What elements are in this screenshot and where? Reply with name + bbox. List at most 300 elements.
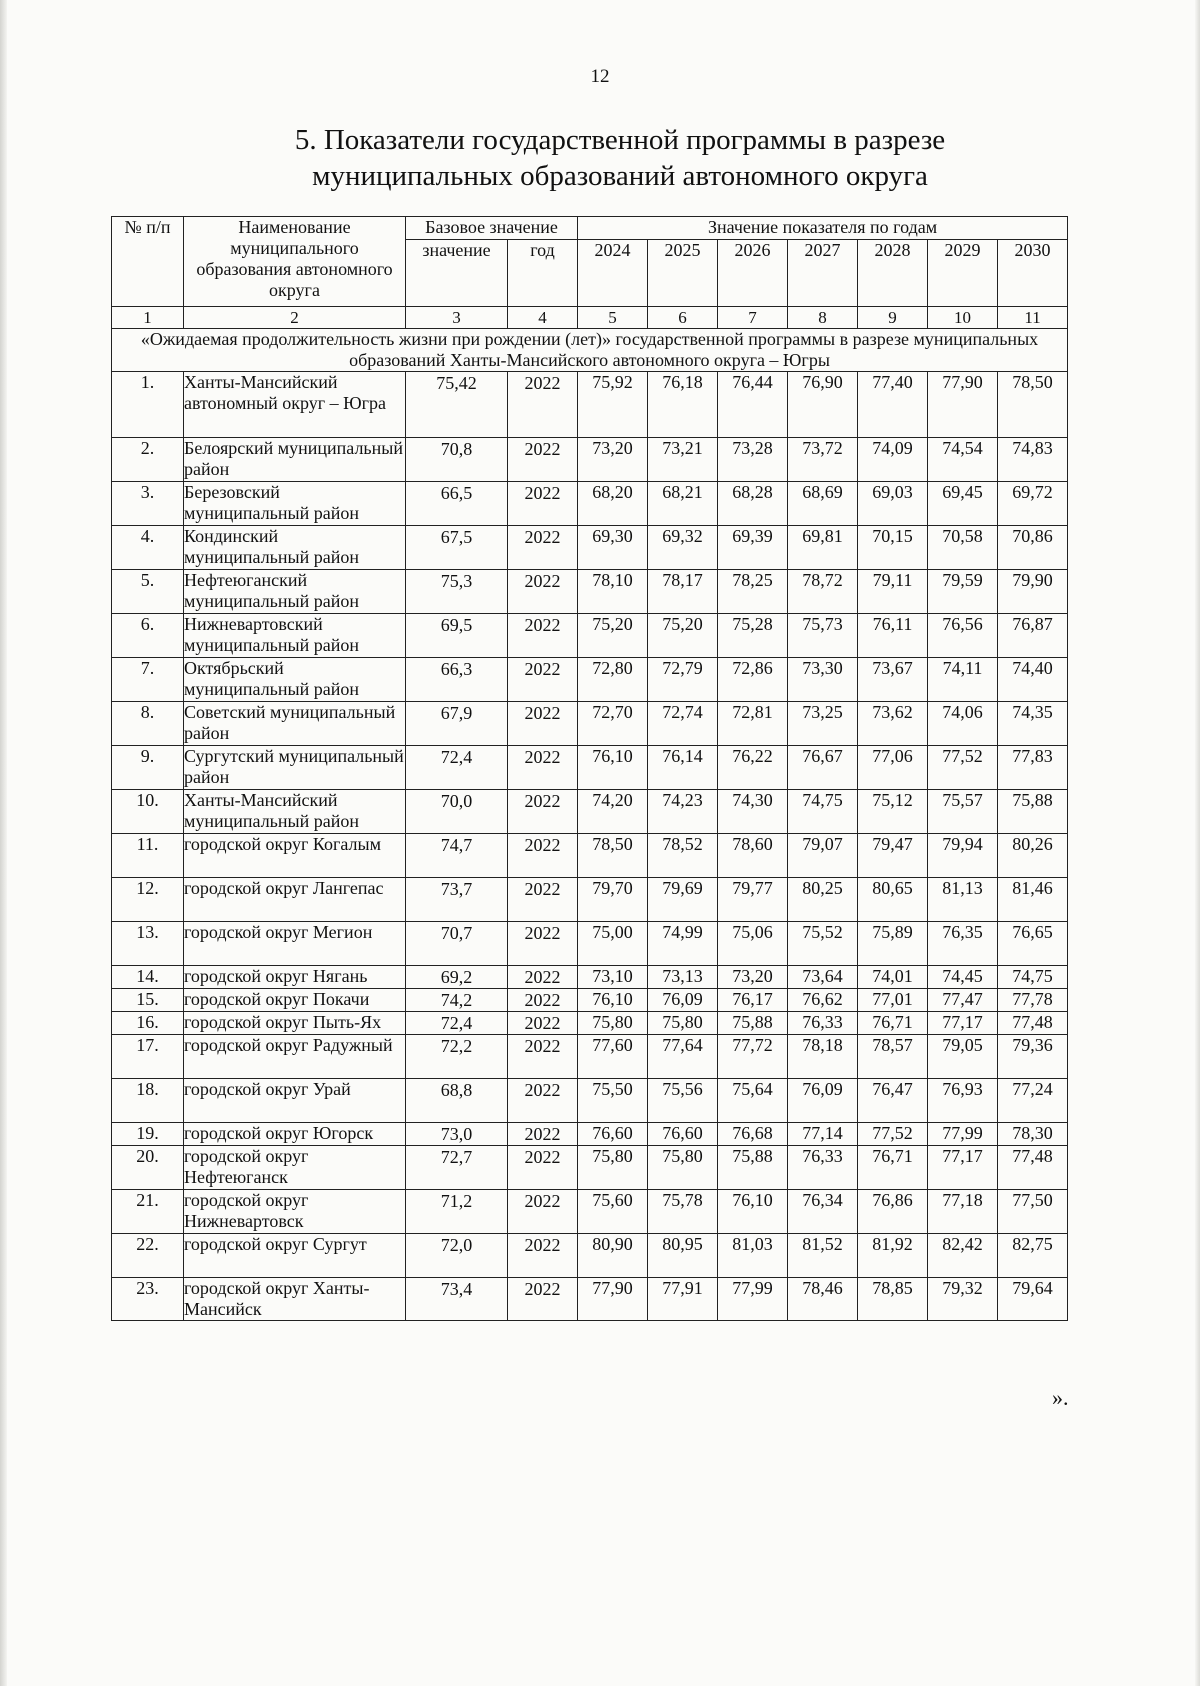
row-number: 17. [112,1035,184,1079]
row-value-2028: 73,67 [858,658,928,702]
row-value-2027: 73,72 [788,438,858,482]
row-value-2026: 81,03 [718,1234,788,1278]
row-value-2028: 75,89 [858,922,928,966]
row-value-2028: 78,57 [858,1035,928,1079]
row-value-2026: 76,17 [718,989,788,1012]
row-value-2027: 76,09 [788,1079,858,1123]
row-value-2028: 80,65 [858,878,928,922]
row-value-2027: 73,64 [788,966,858,989]
row-value-2024: 68,20 [578,482,648,526]
column-number: 8 [788,307,858,329]
header-row-top [112,217,1068,240]
row-value-2029: 77,17 [928,1012,998,1035]
row-value-2030: 77,48 [998,1012,1068,1035]
row-base-year: 2022 [508,1123,578,1146]
row-base-value: 70,8 [406,438,508,482]
row-value-2030: 78,30 [998,1123,1068,1146]
row-value-2024: 80,90 [578,1234,648,1278]
column-number: 11 [998,307,1068,329]
table-row [112,438,1068,482]
row-value-2025: 78,52 [648,834,718,878]
row-value-2025: 72,79 [648,658,718,702]
row-municipality-name: Советский муниципальный район [184,702,406,746]
header-years-group: Значение показателя по годам [578,217,1068,240]
row-value-2027: 75,52 [788,922,858,966]
row-number: 11. [112,834,184,878]
row-value-2030: 80,26 [998,834,1068,878]
row-value-2028: 70,15 [858,526,928,570]
row-value-2024: 75,60 [578,1190,648,1234]
row-value-2025: 72,74 [648,702,718,746]
row-value-2026: 77,99 [718,1278,788,1321]
row-value-2026: 75,64 [718,1079,788,1123]
table-row [112,878,1068,922]
row-value-2028: 76,47 [858,1079,928,1123]
header-base-value: значение [406,240,508,307]
row-base-value: 66,5 [406,482,508,526]
row-municipality-name: городской округ Сургут [184,1234,406,1278]
row-value-2028: 77,40 [858,372,928,438]
row-value-2029: 79,05 [928,1035,998,1079]
table-row [112,790,1068,834]
row-municipality-name: городской округ Нижневартовск [184,1190,406,1234]
row-number: 10. [112,790,184,834]
header-year-2029: 2029 [928,240,998,307]
row-value-2026: 76,22 [718,746,788,790]
row-base-value: 67,5 [406,526,508,570]
row-base-value: 75,42 [406,372,508,438]
row-value-2025: 78,17 [648,570,718,614]
row-value-2029: 74,11 [928,658,998,702]
row-value-2025: 76,60 [648,1123,718,1146]
row-value-2024: 69,30 [578,526,648,570]
table-row [112,1234,1068,1278]
row-value-2027: 76,67 [788,746,858,790]
row-number: 21. [112,1190,184,1234]
table-row [112,1079,1068,1123]
scan-edge-right [1195,0,1200,1686]
row-base-year: 2022 [508,526,578,570]
row-base-year: 2022 [508,1146,578,1190]
row-number: 20. [112,1146,184,1190]
row-value-2030: 76,87 [998,614,1068,658]
row-value-2027: 76,62 [788,989,858,1012]
column-number: 5 [578,307,648,329]
row-value-2027: 81,52 [788,1234,858,1278]
row-base-year: 2022 [508,372,578,438]
row-value-2028: 74,09 [858,438,928,482]
row-base-value: 72,4 [406,746,508,790]
row-value-2029: 74,54 [928,438,998,482]
row-number: 7. [112,658,184,702]
row-value-2027: 78,46 [788,1278,858,1321]
row-value-2027: 76,33 [788,1012,858,1035]
row-value-2024: 72,80 [578,658,648,702]
row-value-2026: 69,39 [718,526,788,570]
row-value-2026: 76,68 [718,1123,788,1146]
row-value-2030: 79,64 [998,1278,1068,1321]
row-number: 22. [112,1234,184,1278]
row-value-2024: 73,20 [578,438,648,482]
row-municipality-name: городской округ Лангепас [184,878,406,922]
row-value-2029: 77,52 [928,746,998,790]
row-value-2030: 77,50 [998,1190,1068,1234]
indicators-table [111,216,1068,1321]
row-value-2025: 77,64 [648,1035,718,1079]
column-number: 6 [648,307,718,329]
row-base-value: 73,4 [406,1278,508,1321]
row-municipality-name: городской округ Нягань [184,966,406,989]
header-num: № п/п [112,217,184,307]
row-value-2025: 75,80 [648,1012,718,1035]
row-value-2024: 77,60 [578,1035,648,1079]
row-value-2030: 79,36 [998,1035,1068,1079]
row-value-2030: 77,78 [998,989,1068,1012]
table-row [112,658,1068,702]
row-number: 9. [112,746,184,790]
row-value-2028: 76,86 [858,1190,928,1234]
row-municipality-name: Белоярский муниципальный район [184,438,406,482]
row-base-value: 71,2 [406,1190,508,1234]
row-base-year: 2022 [508,1012,578,1035]
row-base-year: 2022 [508,746,578,790]
row-value-2027: 77,14 [788,1123,858,1146]
header-year-2025: 2025 [648,240,718,307]
row-value-2029: 77,99 [928,1123,998,1146]
row-value-2029: 79,94 [928,834,998,878]
row-base-year: 2022 [508,1190,578,1234]
row-base-value: 70,0 [406,790,508,834]
closing-quote: ». [1052,1385,1069,1410]
table-row [112,482,1068,526]
row-municipality-name: Кондинский муниципальный район [184,526,406,570]
row-municipality-name: городской округ Пыть-Ях [184,1012,406,1035]
row-value-2026: 76,10 [718,1190,788,1234]
row-value-2029: 76,93 [928,1079,998,1123]
row-base-year: 2022 [508,1278,578,1321]
row-value-2029: 82,42 [928,1234,998,1278]
row-value-2025: 76,09 [648,989,718,1012]
row-number: 12. [112,878,184,922]
column-number: 9 [858,307,928,329]
table-row [112,1123,1068,1146]
row-value-2027: 76,90 [788,372,858,438]
row-base-year: 2022 [508,438,578,482]
row-value-2025: 68,21 [648,482,718,526]
row-number: 2. [112,438,184,482]
row-municipality-name: Ханты-Мансийский автономный округ – Югра [184,372,406,438]
row-number: 4. [112,526,184,570]
page-title [0,122,1200,194]
row-number: 13. [112,922,184,966]
table-row [112,989,1068,1012]
row-value-2029: 76,56 [928,614,998,658]
row-value-2024: 75,50 [578,1079,648,1123]
row-value-2024: 74,20 [578,790,648,834]
row-base-value: 72,7 [406,1146,508,1190]
row-value-2026: 75,28 [718,614,788,658]
row-base-year: 2022 [508,482,578,526]
row-number: 3. [112,482,184,526]
table-row [112,834,1068,878]
row-value-2025: 79,69 [648,878,718,922]
row-municipality-name: городской округ Радужный [184,1035,406,1079]
row-base-value: 74,2 [406,989,508,1012]
row-base-year: 2022 [508,1035,578,1079]
header-name: Наименование муниципального образования автономного округа [184,217,406,307]
row-base-year: 2022 [508,878,578,922]
header-year-2030: 2030 [998,240,1068,307]
section-row [112,329,1068,372]
header-year-2028: 2028 [858,240,928,307]
row-value-2024: 78,10 [578,570,648,614]
row-municipality-name: Сургутский муниципальный район [184,746,406,790]
row-value-2027: 68,69 [788,482,858,526]
header-base-year: год [508,240,578,307]
row-value-2024: 75,92 [578,372,648,438]
row-value-2028: 76,71 [858,1146,928,1190]
row-municipality-name: городской округ Урай [184,1079,406,1123]
row-base-value: 69,5 [406,614,508,658]
row-value-2025: 74,23 [648,790,718,834]
row-value-2029: 77,90 [928,372,998,438]
row-value-2025: 77,91 [648,1278,718,1321]
row-value-2029: 77,17 [928,1146,998,1190]
row-municipality-name: Ханты-Мансийский муниципальный район [184,790,406,834]
row-value-2030: 74,83 [998,438,1068,482]
page-title-line-2: муниципальных образований автономного округа [312,160,928,192]
row-value-2027: 69,81 [788,526,858,570]
table-row [112,372,1068,438]
row-value-2029: 70,58 [928,526,998,570]
row-value-2024: 78,50 [578,834,648,878]
row-base-value: 67,9 [406,702,508,746]
row-base-year: 2022 [508,1079,578,1123]
row-value-2024: 79,70 [578,878,648,922]
row-value-2027: 80,25 [788,878,858,922]
row-value-2028: 81,92 [858,1234,928,1278]
row-value-2025: 74,99 [648,922,718,966]
scan-edge-left [0,0,7,1686]
table-row [112,966,1068,989]
row-municipality-name: городской округ Покачи [184,989,406,1012]
row-base-value: 69,2 [406,966,508,989]
column-number: 10 [928,307,998,329]
row-value-2025: 76,18 [648,372,718,438]
row-value-2030: 76,65 [998,922,1068,966]
row-value-2027: 75,73 [788,614,858,658]
row-value-2024: 76,10 [578,989,648,1012]
header-year-2027: 2027 [788,240,858,307]
row-value-2025: 75,80 [648,1146,718,1190]
row-value-2030: 74,35 [998,702,1068,746]
page-title-line-1: 5. Показатели государственной программы в разрезе [294,124,946,156]
row-number: 23. [112,1278,184,1321]
column-number: 3 [406,307,508,329]
row-value-2029: 81,13 [928,878,998,922]
row-value-2025: 73,21 [648,438,718,482]
row-value-2027: 78,18 [788,1035,858,1079]
table-row [112,1146,1068,1190]
row-value-2024: 77,90 [578,1278,648,1321]
row-value-2028: 73,62 [858,702,928,746]
row-value-2028: 78,85 [858,1278,928,1321]
row-base-year: 2022 [508,570,578,614]
row-municipality-name: Нефтеюганский муниципальный район [184,570,406,614]
table-row [112,1035,1068,1079]
row-value-2024: 76,10 [578,746,648,790]
row-municipality-name: городской округ Когалым [184,834,406,878]
row-value-2028: 76,11 [858,614,928,658]
row-value-2026: 78,60 [718,834,788,878]
row-value-2028: 74,01 [858,966,928,989]
row-value-2030: 69,72 [998,482,1068,526]
row-value-2024: 75,20 [578,614,648,658]
row-base-year: 2022 [508,966,578,989]
header-base-group: Базовое значение [406,217,578,240]
table-row [112,1012,1068,1035]
row-value-2025: 75,20 [648,614,718,658]
row-value-2030: 77,83 [998,746,1068,790]
row-base-value: 73,0 [406,1123,508,1146]
table-row [112,1278,1068,1321]
row-base-value: 70,7 [406,922,508,966]
table-row [112,702,1068,746]
row-value-2029: 75,57 [928,790,998,834]
row-value-2030: 77,24 [998,1079,1068,1123]
row-municipality-name: городской округ Ханты-Мансийск [184,1278,406,1321]
row-value-2024: 75,80 [578,1146,648,1190]
row-value-2026: 79,77 [718,878,788,922]
row-value-2030: 81,46 [998,878,1068,922]
row-number: 15. [112,989,184,1012]
row-value-2026: 75,06 [718,922,788,966]
row-municipality-name: Березовский муниципальный район [184,482,406,526]
row-value-2026: 68,28 [718,482,788,526]
row-value-2026: 75,88 [718,1012,788,1035]
row-base-year: 2022 [508,834,578,878]
row-municipality-name: Нижневартовский муниципальный район [184,614,406,658]
column-number: 2 [184,307,406,329]
row-value-2026: 74,30 [718,790,788,834]
row-value-2027: 78,72 [788,570,858,614]
row-municipality-name: городской округ Нефтеюганск [184,1146,406,1190]
column-number: 1 [112,307,184,329]
row-value-2028: 79,11 [858,570,928,614]
row-value-2025: 75,56 [648,1079,718,1123]
row-value-2026: 76,44 [718,372,788,438]
row-value-2024: 75,80 [578,1012,648,1035]
row-base-value: 73,7 [406,878,508,922]
row-value-2029: 74,45 [928,966,998,989]
row-value-2024: 75,00 [578,922,648,966]
row-value-2025: 76,14 [648,746,718,790]
table-row [112,614,1068,658]
row-base-value: 66,3 [406,658,508,702]
row-base-value: 72,4 [406,1012,508,1035]
table-row [112,570,1068,614]
header-year-2024: 2024 [578,240,648,307]
row-municipality-name: Октябрьский муниципальный район [184,658,406,702]
row-number: 8. [112,702,184,746]
row-number: 1. [112,372,184,438]
row-value-2027: 73,30 [788,658,858,702]
column-number: 4 [508,307,578,329]
row-value-2025: 80,95 [648,1234,718,1278]
row-value-2027: 74,75 [788,790,858,834]
row-value-2030: 75,88 [998,790,1068,834]
table-row [112,746,1068,790]
row-value-2026: 73,20 [718,966,788,989]
row-value-2030: 78,50 [998,372,1068,438]
table-row [112,922,1068,966]
row-value-2028: 79,47 [858,834,928,878]
row-value-2029: 77,18 [928,1190,998,1234]
row-number: 16. [112,1012,184,1035]
row-value-2030: 79,90 [998,570,1068,614]
row-base-year: 2022 [508,702,578,746]
row-value-2027: 76,34 [788,1190,858,1234]
row-value-2027: 79,07 [788,834,858,878]
section-title: «Ожидаемая продолжительность жизни при рождении (лет)» государственной программы в разрезе муниципальных образований Ханты-Мансийского автономного округа – Югры [112,329,1068,372]
row-number: 5. [112,570,184,614]
row-value-2026: 75,88 [718,1146,788,1190]
row-value-2025: 75,78 [648,1190,718,1234]
row-value-2027: 76,33 [788,1146,858,1190]
row-value-2029: 77,47 [928,989,998,1012]
row-value-2028: 75,12 [858,790,928,834]
row-base-value: 75,3 [406,570,508,614]
table-row [112,1190,1068,1234]
row-base-year: 2022 [508,989,578,1012]
row-value-2028: 77,06 [858,746,928,790]
row-value-2030: 74,75 [998,966,1068,989]
row-base-year: 2022 [508,1234,578,1278]
row-value-2028: 77,52 [858,1123,928,1146]
row-value-2024: 73,10 [578,966,648,989]
row-value-2026: 72,81 [718,702,788,746]
row-municipality-name: городской округ Мегион [184,922,406,966]
row-base-year: 2022 [508,658,578,702]
row-value-2024: 72,70 [578,702,648,746]
row-value-2026: 72,86 [718,658,788,702]
header-year-2026: 2026 [718,240,788,307]
page-number: 12 [590,66,610,87]
row-value-2030: 77,48 [998,1146,1068,1190]
row-value-2025: 69,32 [648,526,718,570]
row-value-2026: 73,28 [718,438,788,482]
row-value-2028: 69,03 [858,482,928,526]
row-value-2024: 76,60 [578,1123,648,1146]
row-base-value: 68,8 [406,1079,508,1123]
row-value-2030: 82,75 [998,1234,1068,1278]
row-value-2027: 73,25 [788,702,858,746]
row-value-2025: 73,13 [648,966,718,989]
column-number-row [112,307,1068,329]
row-value-2028: 76,71 [858,1012,928,1035]
row-base-value: 72,2 [406,1035,508,1079]
row-value-2030: 74,40 [998,658,1068,702]
row-value-2026: 78,25 [718,570,788,614]
row-base-year: 2022 [508,790,578,834]
row-value-2029: 79,59 [928,570,998,614]
row-base-year: 2022 [508,922,578,966]
row-value-2029: 69,45 [928,482,998,526]
row-municipality-name: городской округ Югорск [184,1123,406,1146]
row-value-2029: 79,32 [928,1278,998,1321]
row-number: 19. [112,1123,184,1146]
table-row [112,526,1068,570]
